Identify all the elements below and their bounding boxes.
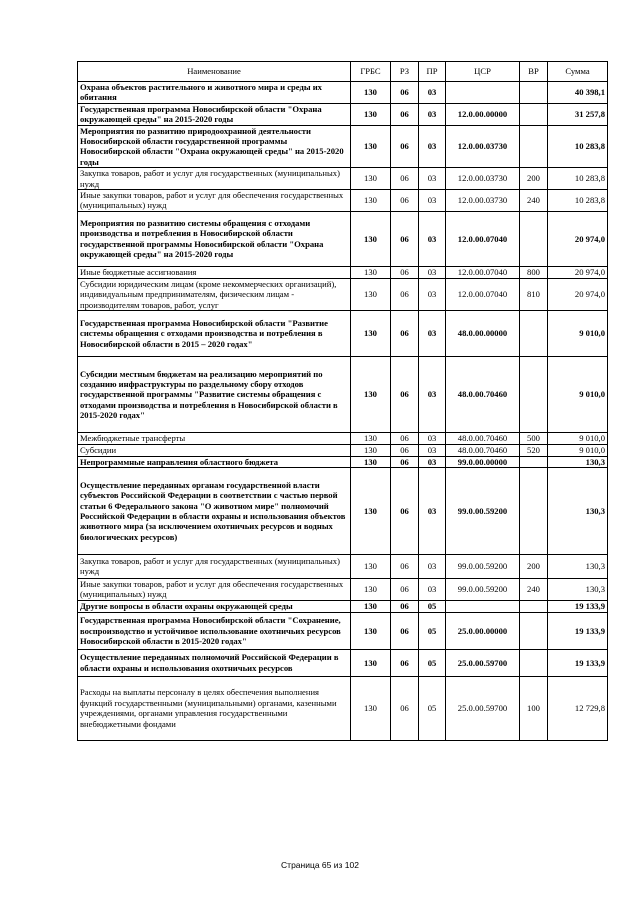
header-vr: ВР: [520, 62, 548, 82]
row-name-cell: Иные бюджетные ассигнования: [78, 266, 351, 278]
row-csr-cell: 25.0.00.00000: [446, 612, 520, 649]
row-sum-cell: 130,3: [548, 554, 608, 578]
page-number: Страница 65 из 102: [281, 860, 359, 870]
row-pr-cell: 03: [419, 433, 446, 445]
row-vr-cell: 500: [520, 433, 548, 445]
row-grbs-cell: 130: [351, 103, 391, 125]
row-sum-cell: 20 974,0: [548, 266, 608, 278]
row-rz-cell: 06: [391, 600, 419, 612]
row-rz-cell: 06: [391, 357, 419, 433]
row-pr-cell: 03: [419, 266, 446, 278]
table-row: [78, 676, 608, 740]
row-csr-cell: [446, 600, 520, 612]
row-grbs-cell: 130: [351, 311, 391, 357]
row-vr-cell: [520, 649, 548, 676]
table-row: [78, 168, 608, 190]
row-grbs-cell: 130: [351, 554, 391, 578]
row-vr-cell: 100: [520, 676, 548, 740]
row-pr-cell: 03: [419, 168, 446, 190]
row-grbs-cell: 130: [351, 211, 391, 266]
row-name-cell: Государственная программа Новосибирской области "Охрана окружающей среды" на 2015-2020 годы: [78, 103, 351, 125]
row-grbs-cell: 130: [351, 357, 391, 433]
budget-table: [77, 61, 608, 741]
row-rz-cell: 06: [391, 676, 419, 740]
row-vr-cell: 200: [520, 554, 548, 578]
row-csr-cell: 12.0.00.03730: [446, 190, 520, 212]
table-row: [78, 266, 608, 278]
row-pr-cell: 03: [419, 357, 446, 433]
row-pr-cell: 03: [419, 190, 446, 212]
row-grbs-cell: 130: [351, 676, 391, 740]
table-row: [78, 578, 608, 600]
table-body: [78, 82, 608, 741]
row-pr-cell: 03: [419, 82, 446, 104]
row-vr-cell: [520, 612, 548, 649]
header-sum: Сумма: [548, 62, 608, 82]
row-csr-cell: 48.0.00.70460: [446, 357, 520, 433]
row-rz-cell: 06: [391, 578, 419, 600]
row-csr-cell: 48.0.00.70460: [446, 445, 520, 456]
row-pr-cell: 03: [419, 467, 446, 554]
row-rz-cell: 06: [391, 554, 419, 578]
row-pr-cell: 05: [419, 612, 446, 649]
row-pr-cell: 03: [419, 456, 446, 467]
table-row: [78, 445, 608, 456]
row-sum-cell: 12 729,8: [548, 676, 608, 740]
row-name-cell: Государственная программа Новосибирской области "Развитие системы обращения с отходами производства и потребления в Новосибирской области в 2015 – 2020 годах": [78, 311, 351, 357]
row-rz-cell: 06: [391, 103, 419, 125]
row-vr-cell: [520, 600, 548, 612]
row-sum-cell: 10 283,8: [548, 125, 608, 168]
header-name: Наименование: [78, 62, 351, 82]
row-rz-cell: 06: [391, 266, 419, 278]
row-grbs-cell: 130: [351, 600, 391, 612]
row-vr-cell: [520, 103, 548, 125]
row-csr-cell: 12.0.00.03730: [446, 125, 520, 168]
row-rz-cell: 06: [391, 190, 419, 212]
table-row: [78, 649, 608, 676]
row-grbs-cell: 130: [351, 266, 391, 278]
row-vr-cell: 520: [520, 445, 548, 456]
row-csr-cell: 99.0.00.59200: [446, 554, 520, 578]
row-pr-cell: 03: [419, 578, 446, 600]
row-grbs-cell: 130: [351, 278, 391, 310]
table-row: [78, 211, 608, 266]
row-rz-cell: 06: [391, 467, 419, 554]
row-sum-cell: 9 010,0: [548, 433, 608, 445]
row-grbs-cell: 130: [351, 467, 391, 554]
row-rz-cell: 06: [391, 456, 419, 467]
row-sum-cell: 19 133,9: [548, 649, 608, 676]
row-rz-cell: 06: [391, 649, 419, 676]
row-sum-cell: 19 133,9: [548, 600, 608, 612]
row-name-cell: Субсидии: [78, 445, 351, 456]
row-vr-cell: 240: [520, 190, 548, 212]
row-vr-cell: 200: [520, 168, 548, 190]
row-sum-cell: 10 283,8: [548, 190, 608, 212]
row-grbs-cell: 130: [351, 612, 391, 649]
row-pr-cell: 03: [419, 211, 446, 266]
table-row: [78, 82, 608, 104]
row-pr-cell: 05: [419, 649, 446, 676]
row-name-cell: Мероприятия по развитию системы обращения с отходами производства и потребления в Новосибирской области государственной программы Новосибирской области "Охрана окружающей среды" на 2015-2020 годы: [78, 211, 351, 266]
row-name-cell: Расходы на выплаты персоналу в целях обеспечения выполнения функций государственными (муниципальными) органами, казенными учреждениями, органами управления государственными внебюджетными фондами: [78, 676, 351, 740]
row-pr-cell: 05: [419, 600, 446, 612]
row-sum-cell: 130,3: [548, 578, 608, 600]
row-grbs-cell: 130: [351, 168, 391, 190]
header-pr: ПР: [419, 62, 446, 82]
row-pr-cell: 03: [419, 125, 446, 168]
row-sum-cell: 19 133,9: [548, 612, 608, 649]
row-name-cell: Закупка товаров, работ и услуг для государственных (муниципальных) нужд: [78, 554, 351, 578]
row-sum-cell: 40 398,1: [548, 82, 608, 104]
row-vr-cell: [520, 82, 548, 104]
row-pr-cell: 03: [419, 311, 446, 357]
row-rz-cell: 06: [391, 445, 419, 456]
row-vr-cell: 240: [520, 578, 548, 600]
row-vr-cell: [520, 456, 548, 467]
row-rz-cell: 06: [391, 125, 419, 168]
row-grbs-cell: 130: [351, 456, 391, 467]
row-grbs-cell: 130: [351, 82, 391, 104]
row-vr-cell: 810: [520, 278, 548, 310]
row-pr-cell: 05: [419, 676, 446, 740]
row-name-cell: Осуществление переданных органам государственной власти субъектов Российской Федерации в соответствии с частью первой статьи 6 Федерального закона "О животном мире" полномочий Российской Федерации в области охраны и использования объектов животного мира (за исключением охотничьих ресурсов и водных биологических ресурсов): [78, 467, 351, 554]
row-sum-cell: 9 010,0: [548, 445, 608, 456]
row-sum-cell: 130,3: [548, 456, 608, 467]
table-row: [78, 612, 608, 649]
row-csr-cell: 99.0.00.59200: [446, 578, 520, 600]
row-csr-cell: [446, 82, 520, 104]
row-rz-cell: 06: [391, 311, 419, 357]
table-row: [78, 467, 608, 554]
row-rz-cell: 06: [391, 82, 419, 104]
row-pr-cell: 03: [419, 445, 446, 456]
row-name-cell: Другие вопросы в области охраны окружающей среды: [78, 600, 351, 612]
row-pr-cell: 03: [419, 278, 446, 310]
row-name-cell: Субсидии юридическим лицам (кроме некоммерческих организаций), индивидуальным предпринимателям, физическим лицам - производителям товаров, работ, услуг: [78, 278, 351, 310]
table-header-row: [78, 62, 608, 82]
row-sum-cell: 20 974,0: [548, 211, 608, 266]
row-csr-cell: 12.0.00.07040: [446, 211, 520, 266]
row-grbs-cell: 130: [351, 445, 391, 456]
row-name-cell: Государственная программа Новосибирской области "Сохранение, воспроизводство и устойчивое использование охотничьих ресурсов Новосибирской области в 2015-2020 годах": [78, 612, 351, 649]
row-csr-cell: 25.0.00.59700: [446, 649, 520, 676]
row-name-cell: Мероприятия по развитию природоохранной деятельности Новосибирской области государственной программы Новосибирской области "Охрана окружающей среды" на 2015-2020 годы: [78, 125, 351, 168]
row-sum-cell: 10 283,8: [548, 168, 608, 190]
table-row: [78, 311, 608, 357]
row-sum-cell: 130,3: [548, 467, 608, 554]
table-row: [78, 103, 608, 125]
row-sum-cell: 9 010,0: [548, 357, 608, 433]
row-vr-cell: [520, 357, 548, 433]
row-rz-cell: 06: [391, 612, 419, 649]
row-grbs-cell: 130: [351, 578, 391, 600]
table-row: [78, 456, 608, 467]
table-row: [78, 278, 608, 310]
row-vr-cell: [520, 125, 548, 168]
row-sum-cell: 31 257,8: [548, 103, 608, 125]
row-csr-cell: 12.0.00.07040: [446, 278, 520, 310]
row-csr-cell: 48.0.00.00000: [446, 311, 520, 357]
row-name-cell: Межбюджетные трансферты: [78, 433, 351, 445]
row-csr-cell: 12.0.00.00000: [446, 103, 520, 125]
table-row: [78, 433, 608, 445]
table-row: [78, 190, 608, 212]
row-grbs-cell: 130: [351, 649, 391, 676]
row-rz-cell: 06: [391, 278, 419, 310]
table-row: [78, 554, 608, 578]
table-row: [78, 600, 608, 612]
table-row: [78, 357, 608, 433]
row-rz-cell: 06: [391, 211, 419, 266]
row-grbs-cell: 130: [351, 125, 391, 168]
row-name-cell: Субсидии местным бюджетам на реализацию мероприятий по созданию инфраструктуры по раздельному сбору отходов государственной программы "Развитие системы обращения с отходами производства и потребления в Новосибирской области в 2015-2020 годах": [78, 357, 351, 433]
row-csr-cell: 12.0.00.03730: [446, 168, 520, 190]
row-name-cell: Осуществление переданных полномочий Российской Федерации в области охраны и использования охотничьих ресурсов: [78, 649, 351, 676]
row-name-cell: Непрограммные направления областного бюджета: [78, 456, 351, 467]
row-pr-cell: 03: [419, 554, 446, 578]
row-vr-cell: [520, 467, 548, 554]
row-sum-cell: 20 974,0: [548, 278, 608, 310]
row-name-cell: Иные закупки товаров, работ и услуг для обеспечения государственных (муниципальных) нужд: [78, 190, 351, 212]
row-vr-cell: [520, 311, 548, 357]
header-rz: РЗ: [391, 62, 419, 82]
row-csr-cell: 25.0.00.59700: [446, 676, 520, 740]
row-vr-cell: 800: [520, 266, 548, 278]
row-grbs-cell: 130: [351, 190, 391, 212]
table-row: [78, 125, 608, 168]
row-name-cell: Иные закупки товаров, работ и услуг для обеспечения государственных (муниципальных) нужд: [78, 578, 351, 600]
row-csr-cell: 48.0.00.70460: [446, 433, 520, 445]
row-pr-cell: 03: [419, 103, 446, 125]
header-csr: ЦСР: [446, 62, 520, 82]
row-rz-cell: 06: [391, 168, 419, 190]
row-vr-cell: [520, 211, 548, 266]
row-name-cell: Закупка товаров, работ и услуг для государственных (муниципальных) нужд: [78, 168, 351, 190]
row-name-cell: Охрана объектов растительного и животного мира и среды их обитания: [78, 82, 351, 104]
row-grbs-cell: 130: [351, 433, 391, 445]
row-csr-cell: 99.0.00.00000: [446, 456, 520, 467]
header-grbs: ГРБС: [351, 62, 391, 82]
row-rz-cell: 06: [391, 433, 419, 445]
row-csr-cell: 12.0.00.07040: [446, 266, 520, 278]
row-csr-cell: 99.0.00.59200: [446, 467, 520, 554]
row-sum-cell: 9 010,0: [548, 311, 608, 357]
